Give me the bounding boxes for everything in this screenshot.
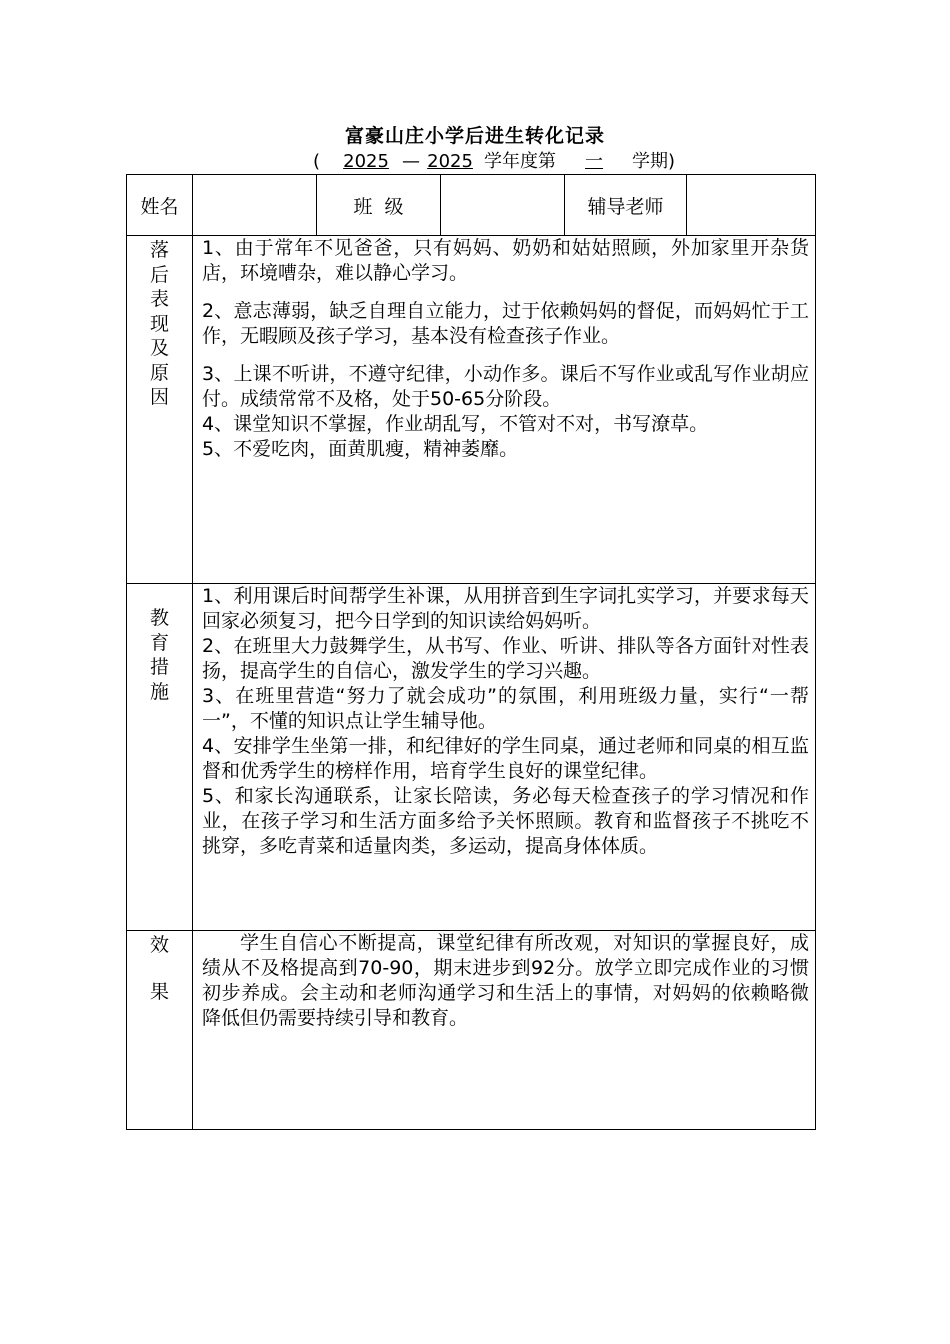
reasons-label-char: 表 bbox=[149, 288, 169, 310]
effect-label bbox=[127, 931, 193, 1130]
measures-label bbox=[127, 584, 193, 931]
measure-item: 4、安排学生坐第一排，和纪律好的学生同桌，通过老师和同桌的相互监督和优秀学生的榜样作用，培育学生良好的课堂纪律。 bbox=[202, 735, 809, 782]
reasons-label-char: 原 bbox=[149, 361, 169, 384]
measures-content bbox=[193, 584, 816, 931]
reasons-label-char: 及 bbox=[149, 337, 169, 359]
year-mid-text: 学年度第 bbox=[484, 151, 557, 172]
year-start: 2025 bbox=[343, 151, 389, 172]
reasons-row bbox=[127, 236, 816, 584]
reasons-label bbox=[127, 236, 193, 584]
term-value: 一 bbox=[585, 151, 604, 172]
effect-label-char: 果 bbox=[149, 980, 169, 1003]
measures-label-char: 育 bbox=[149, 631, 169, 654]
measure-item: 5、和家长沟通联系，让家长陪读，务必每天检查孩子的学习情况和作业，在孩子学习和生活方面多给予关怀照顾。教育和监督孩子不挑吃不挑穿，多吃青菜和适量肉类，多运动，提高身体体质。 bbox=[202, 785, 809, 857]
reason-item: 4、课堂知识不掌握，作业胡乱写，不管对不对，书写潦草。 bbox=[202, 413, 709, 435]
tutor-label: 辅导老师 bbox=[565, 175, 687, 236]
reason-item: 5、不爱吃肉，面黄肌瘦，精神萎靡。 bbox=[202, 438, 519, 460]
effect-text: 学生自信心不断提高，课堂纪律有所改观，对知识的掌握良好，成绩从不及格提高到70-90，期末进步到92分。放学立即完成作业的习惯初步养成。会主动和老师沟通学习和生活上的事情，对妈妈的依赖略微降低但仍需要持续引导和教育。 bbox=[202, 932, 809, 1029]
reasons-label-char: 后 bbox=[149, 263, 169, 286]
school-year-line bbox=[313, 150, 675, 174]
tutor-value-cell[interactable] bbox=[687, 175, 816, 236]
subtitle-open: ( bbox=[313, 151, 321, 172]
effect-label-char: 效 bbox=[149, 934, 169, 956]
reasons-label-char: 落 bbox=[149, 239, 169, 261]
record-table bbox=[126, 174, 816, 1130]
name-label: 姓名 bbox=[127, 175, 193, 236]
reasons-label-char: 因 bbox=[149, 386, 169, 408]
reasons-content bbox=[193, 236, 816, 584]
measures-row bbox=[127, 584, 816, 931]
measure-item: 3、在班里营造“努力了就会成功”的氛围，利用班级力量，实行“一帮一”，不懂的知识点让学生辅导他。 bbox=[202, 685, 809, 732]
name-value-cell[interactable] bbox=[193, 175, 317, 236]
measures-label-char: 施 bbox=[149, 680, 169, 703]
measure-item: 1、利用课后时间帮学生补课，从用拼音到生字词扎实学习，并要求每天回家必须复习，把今日学到的知识读给妈妈听。 bbox=[202, 585, 809, 632]
reasons-label-char: 现 bbox=[149, 312, 169, 335]
effect-content bbox=[193, 931, 816, 1130]
year-end: 2025 bbox=[427, 151, 473, 172]
reason-item: 1、由于常年不见爸爸，只有妈妈、奶奶和姑姑照顾，外加家里开杂货店，环境嘈杂，难以静心学习。 bbox=[202, 237, 809, 284]
reason-item: 2、意志薄弱，缺乏自理自立能力，过于依赖妈妈的督促，而妈妈忙于工作，无暇顾及孩子学习，基本没有检查孩子作业。 bbox=[202, 300, 809, 347]
effect-row bbox=[127, 931, 816, 1130]
class-value-cell[interactable] bbox=[441, 175, 565, 236]
year-dash: — bbox=[402, 151, 421, 172]
class-label: 班 级 bbox=[317, 175, 441, 236]
header-row bbox=[127, 175, 816, 236]
document-title: 富豪山庄小学后进生转化记录 bbox=[344, 125, 605, 147]
measures-label-char: 教 bbox=[149, 607, 169, 629]
subtitle-close: 学期) bbox=[632, 151, 676, 172]
measures-label-char: 措 bbox=[149, 656, 169, 678]
reason-item: 3、上课不听讲，不遵守纪律，小动作多。课后不写作业或乱写作业胡应付。成绩常常不及格，处于50-65分阶段。 bbox=[202, 363, 809, 410]
measure-item: 2、在班里大力鼓舞学生，从书写、作业、听讲、排队等各方面针对性表扬，提高学生的自信心，激发学生的学习兴趣。 bbox=[202, 635, 809, 682]
